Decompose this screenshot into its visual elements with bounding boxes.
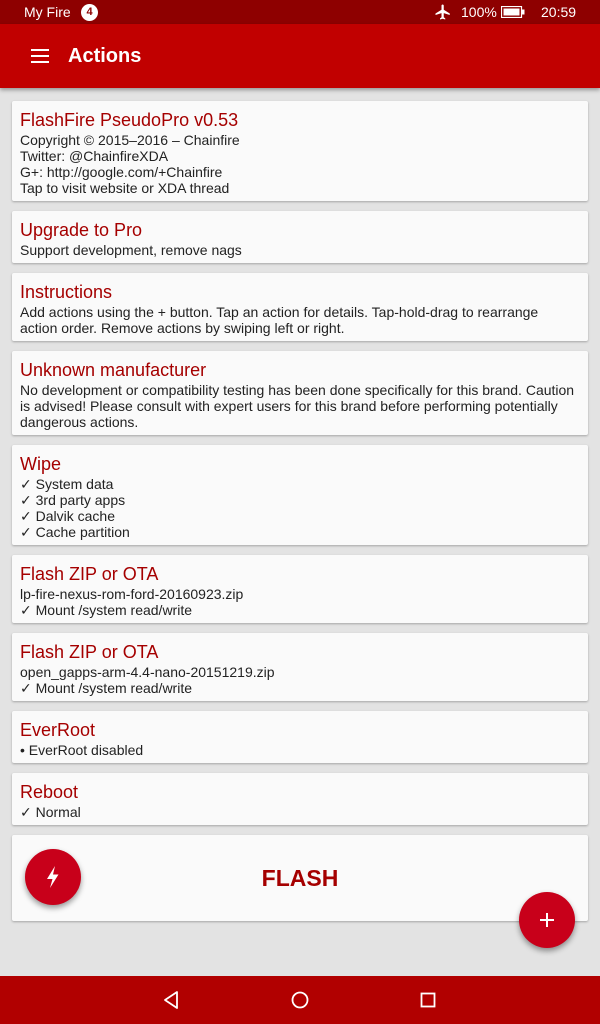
card-line: No development or compatibility testing has been done specifically for this brand. Caution [20, 382, 575, 398]
card-title: Wipe [20, 454, 62, 474]
card-title: Unknown manufacturer [20, 360, 207, 380]
card-line: dangerous actions. [20, 414, 139, 430]
card-title: EverRoot [20, 720, 96, 740]
card-line: ✓ Mount /system read/write [20, 680, 193, 696]
card-title: Upgrade to Pro [20, 220, 143, 240]
card-line: ✓ Cache partition [20, 524, 130, 540]
card-reboot[interactable] [12, 773, 588, 825]
card-title: Flash ZIP or OTA [20, 642, 159, 662]
card-line: is advised! Please consult with expert users for this brand before performing potentially [20, 398, 558, 414]
battery-icon [501, 6, 525, 18]
battery-percent: 100% [461, 4, 497, 20]
card-flash-zip-2[interactable] [12, 633, 588, 701]
card-line: ✓ Mount /system read/write [20, 602, 193, 618]
card-line: ✓ Normal [20, 804, 81, 820]
back-icon[interactable] [162, 990, 182, 1010]
card-line: • EverRoot disabled [20, 742, 144, 758]
plus-icon [519, 892, 575, 948]
carrier-label: My Fire [24, 4, 71, 20]
card-flash-zip-1[interactable] [12, 555, 588, 623]
card-everroot[interactable] [12, 711, 588, 763]
card-line: G+: http://google.com/+Chainfire [20, 164, 223, 180]
navigation-bar [0, 976, 600, 1024]
notification-count-badge: 4 [81, 4, 98, 21]
card-line: Support development, remove nags [20, 242, 242, 258]
add-action-button[interactable] [519, 892, 575, 948]
card-line: Twitter: @ChainfireXDA [20, 148, 169, 164]
card-line: open_gapps-arm-4.4-nano-20151219.zip [20, 664, 275, 680]
airplane-mode-icon [434, 3, 452, 21]
card-line: Add actions using the + button. Tap an action for details. Tap-hold-drag to rearrange [20, 304, 539, 320]
card-title: Reboot [20, 782, 79, 802]
page-title: Actions [68, 45, 142, 67]
card-upgrade-to-pro[interactable] [12, 211, 588, 263]
card-title: Flash ZIP or OTA [20, 564, 159, 584]
card-line: Tap to visit website or XDA thread [20, 180, 230, 196]
card-title: FlashFire PseudoPro v0.53 [20, 110, 239, 130]
status-bar [0, 0, 600, 24]
flash-label: FLASH [261, 865, 339, 891]
card-about[interactable] [12, 101, 588, 201]
card-wipe[interactable] [12, 445, 588, 545]
clock: 20:59 [541, 4, 577, 20]
app-bar [0, 24, 600, 88]
card-unknown-manufacturer[interactable] [12, 351, 588, 435]
card-title: Instructions [20, 282, 113, 302]
home-icon[interactable] [290, 990, 310, 1010]
card-line: Copyright © 2015–2016 – Chainfire [20, 132, 240, 148]
card-instructions[interactable] [12, 273, 588, 341]
card-line: ✓ System data [20, 476, 114, 492]
card-line: ✓ Dalvik cache [20, 508, 115, 524]
recents-icon[interactable] [418, 990, 438, 1010]
card-line: ✓ 3rd party apps [20, 492, 126, 508]
card-line: action order. Remove actions by swiping left or right. [20, 320, 345, 336]
card-line: lp-fire-nexus-rom-ford-20160923.zip [20, 586, 244, 602]
hamburger-menu-icon[interactable] [22, 44, 58, 68]
